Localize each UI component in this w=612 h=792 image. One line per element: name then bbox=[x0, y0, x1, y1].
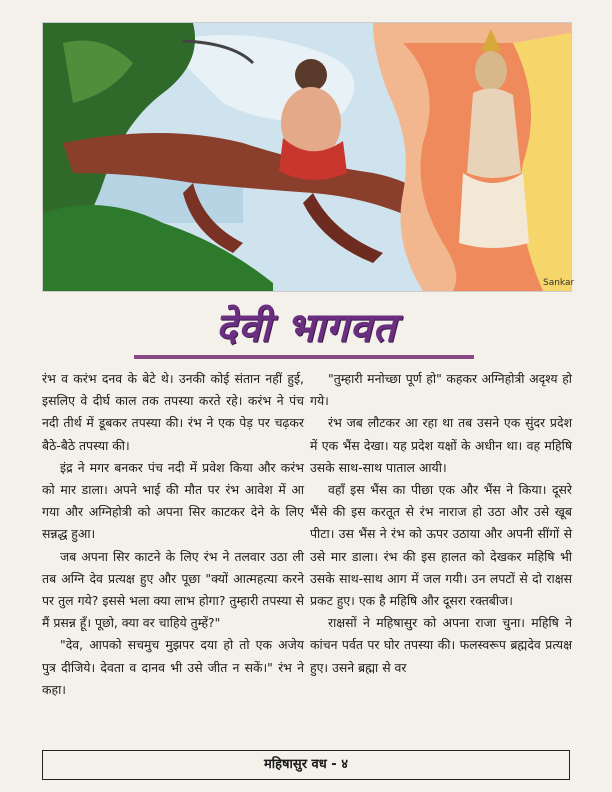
left-column bbox=[42, 368, 304, 701]
paragraph: जब अपना सिर काटने के लिए रंभ ने तलवार उठा ली तब अग्नि देव प्रत्यक्ष हुए और पूछा "क्यों आत्महत्या करने पर तुल गये? इससे भला क्या लाभ होगा? तुम्हारी तपस्या से मैं प्रसन्न हूँ। पूछो, क्या वर चाहिये तुम्हें?" bbox=[42, 548, 304, 631]
illustration-artwork bbox=[43, 23, 575, 291]
right-column bbox=[310, 368, 572, 679]
paragraph: वहाँ इस भैंस का पीछा एक और भैंस ने किया। दूसरे भैंसे की इस करतूत से रंभ नाराज हो उठा और उसे खूब पीटा। उस भैंस ने रंभ को ऊपर उठाया और अपनी सींगों से उसे मार डाला। रंभ की इस हालत को देखकर महिषि भी उसके साथ-साथ आग में जल गयी। उन लपटों से दो राक्षस प्रकट हुए। एक है महिषि और दूसरा रक्तबीज। bbox=[310, 482, 572, 609]
page-title: देवी भागवत bbox=[215, 305, 397, 351]
paragraph: रंभ व करंभ दनव के बेटे थे। उनकी कोई संतान नहीं हुई, इसलिए वे दीर्घ काल तक तपस्या करते रहे। करंभ ने पंच नदी तीर्थ में डूबकर तपस्या की। रंभ ने एक पेड़ पर चढ़कर बैठे-बैठे तपस्या की। bbox=[42, 371, 304, 453]
title-underline bbox=[134, 355, 474, 359]
footer-caption: महिषासुर वध - ४ bbox=[42, 750, 570, 780]
paragraph: राक्षसों ने महिषासुर को अपना राजा चुना। महिषि ने कांचन पर्वत पर घोर तपस्या की। फलस्वरूप ब्रह्मदेव प्रत्यक्ष हुए। उसने ब्रह्मा से वर bbox=[310, 615, 572, 675]
paragraph: "देव, आपको सचमुच मुझपर दया हो तो एक अजेय पुत्र दीजिये। देवता व दानव भी उसे जीत न सकें।" रंभ ने कहा। bbox=[42, 637, 304, 697]
paragraph: इंद्र ने मगर बनकर पंच नदी में प्रवेश किया और करंभ को मार डाला। अपने भाई की मौत पर रंभ आवेश में आ गया और अग्निहोत्री को अपना सिर काटकर देने के लिए सन्नद्ध हुआ। bbox=[42, 459, 304, 542]
paragraph: "तुम्हारी मनोच्छा पूर्ण हो" कहकर अग्निहोत्री अदृश्य हो गये। bbox=[310, 371, 572, 409]
story-illustration bbox=[42, 22, 575, 292]
paragraph: रंभ जब लौटकर आ रहा था तब उसने एक सुंदर प्रदेश में एक भैंस देखा। यह प्रदेश यक्षों के अधीन था। वह महिषि उसके साथ-साथ पाताल आयी। bbox=[310, 415, 572, 475]
artist-signature: Sankar bbox=[543, 278, 575, 288]
